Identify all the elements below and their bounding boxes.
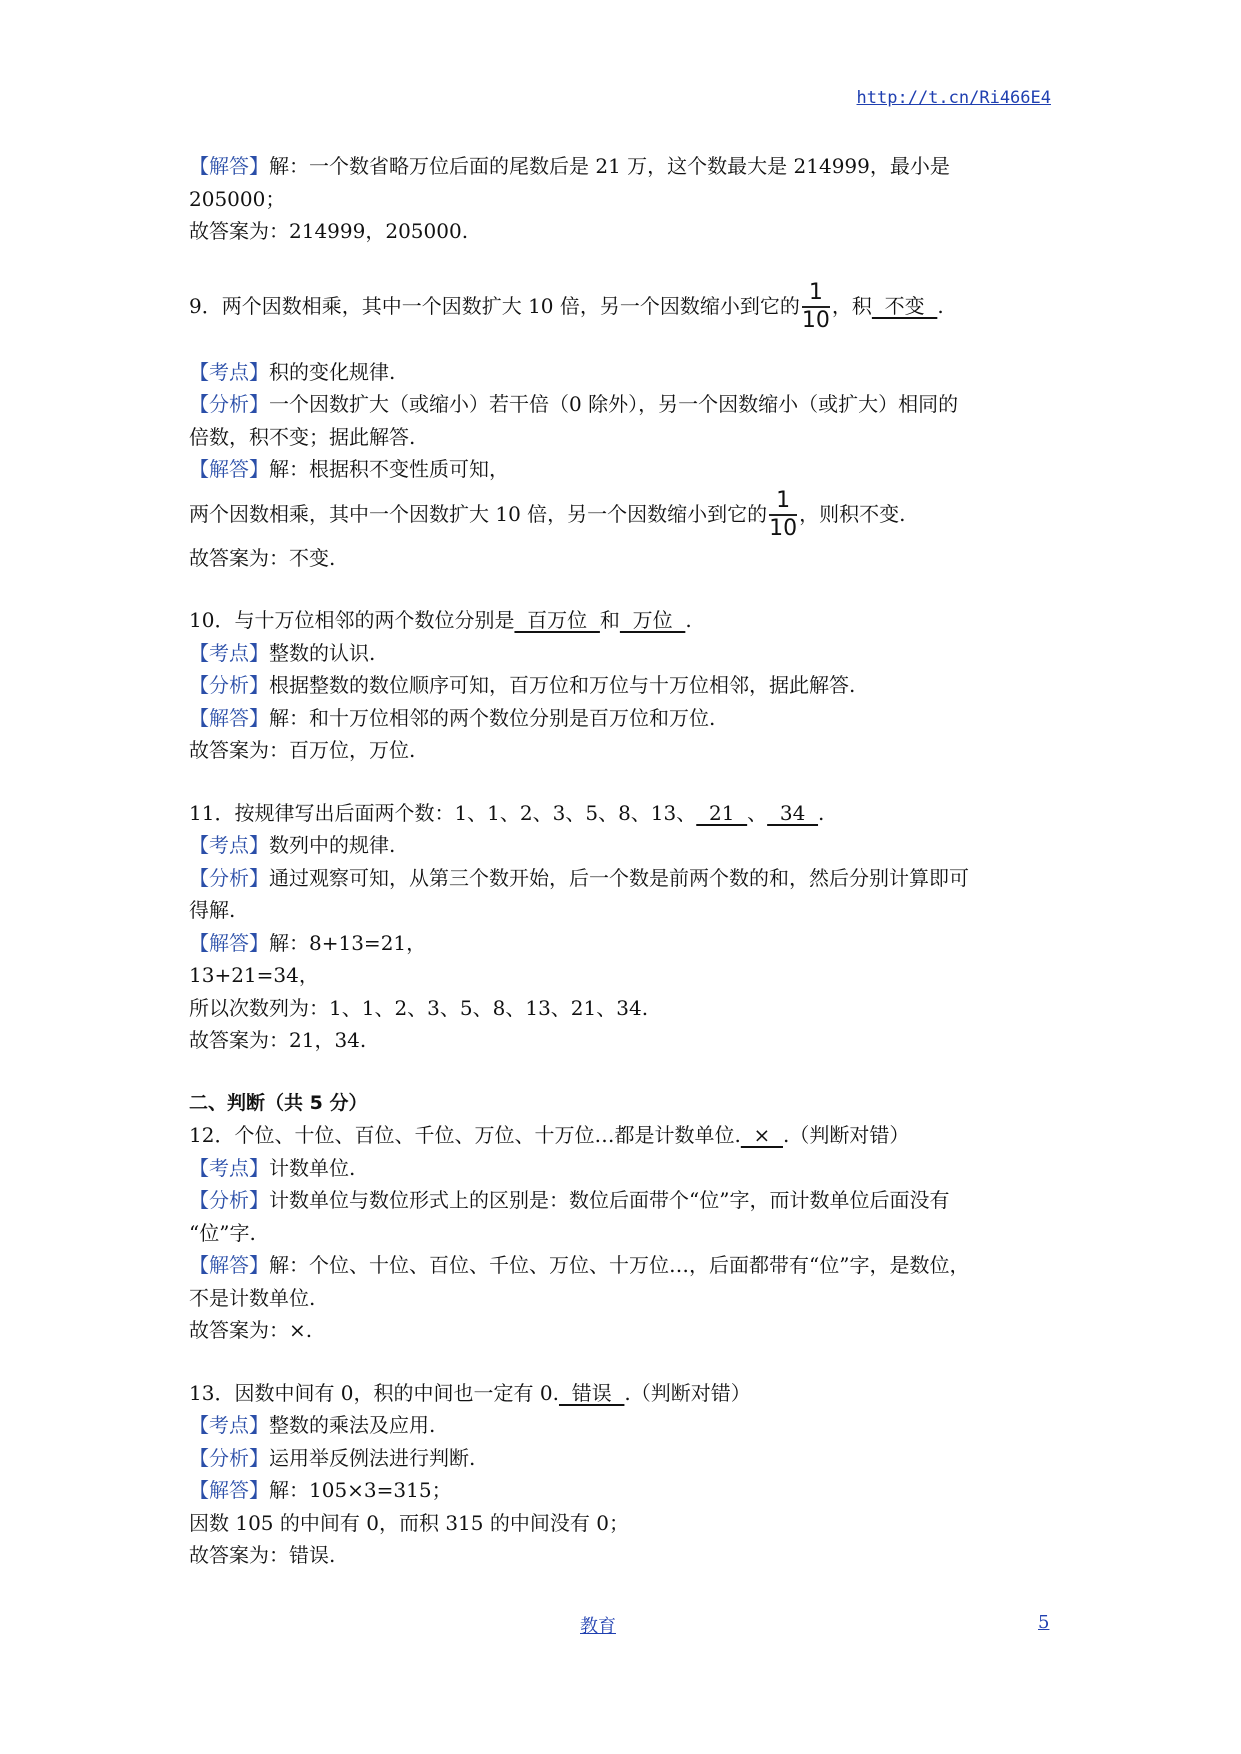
tag-kaodian: 【考点】 (189, 640, 269, 665)
fraction-numerator: 1 (808, 280, 823, 305)
q12-kaodian-line (189, 1152, 1069, 1185)
q12-stem-end: .（判断对错） (783, 1123, 910, 1147)
q13-jieda-1: 解：105×3=315； (269, 1478, 452, 1502)
q9-jieda-line (189, 453, 1069, 486)
q11-stem-a: 11．按规律写出后面两个数：1、1、2、3、5、8、13、 (189, 800, 697, 825)
q13-jieda-line (189, 1474, 1069, 1507)
q10-jieda: 解：和十万位相邻的两个数位分别是百万位和万位. (269, 705, 716, 730)
fraction-numerator: 1 (776, 488, 791, 513)
q11-kaodian-line (189, 829, 1069, 862)
tag-kaodian: 【考点】 (189, 359, 269, 384)
q12-answer: 故答案为：×. (189, 1318, 313, 1342)
spacer (189, 1347, 1069, 1377)
q11-answer-blank-1: 21 (696, 800, 748, 825)
tag-fenxi: 【分析】 (189, 392, 269, 416)
tag-jieda: 【解答】 (189, 1253, 269, 1277)
tag-jieda: 【解答】 (189, 930, 269, 955)
q10-jieda-line (189, 702, 1069, 735)
q9-answer-blank: 不变 (871, 293, 938, 318)
tag-fenxi: 【分析】 (189, 673, 269, 697)
q10-kaodian: 整数的认识. (269, 640, 376, 665)
tag-jieda: 【解答】 (189, 154, 269, 178)
q8-jieda-1: 解：一个数省略万位后面的尾数后是 21 万，这个数最大是 214999，最小是 (269, 154, 950, 178)
q13-kaodian-line (189, 1409, 1069, 1442)
q13-jieda-2: 因数 105 的中间有 0，而积 315 的中间没有 0； (189, 1510, 629, 1535)
q10-answer-blank-2: 万位 (619, 608, 686, 632)
q13-stem-a: 13．因数中间有 0，积的中间也一定有 0. (189, 1380, 559, 1405)
footer-link[interactable]: 教育 (580, 1616, 616, 1637)
q13-fenxi: 运用举反例法进行判断. (269, 1445, 476, 1470)
q12-answer-blank: × (740, 1123, 783, 1147)
q9-fenxi-1: 一个因数扩大（或缩小）若干倍（0 除外），另一个因数缩小（或扩大）相同的 (269, 392, 959, 416)
q13-stem (189, 1377, 1069, 1410)
q9-fenxi-line (189, 388, 1069, 421)
spacer (189, 1057, 1069, 1087)
q11-fenxi-2: 得解. (189, 898, 236, 922)
q12-stem (189, 1119, 1069, 1152)
q13-answer-blank: 错误 (558, 1380, 625, 1405)
q9-jieda-2-line (189, 486, 1069, 542)
q12-fenxi-2: “位”字. (189, 1220, 256, 1245)
spacer (189, 574, 1069, 604)
q11-stem-end: . (818, 800, 825, 825)
q11-answer: 故答案为：21，34. (189, 1028, 367, 1052)
q13-kaodian: 整数的乘法及应用. (269, 1413, 436, 1437)
q10-stem-b: 和 (599, 608, 620, 632)
q9-stem (189, 278, 1069, 334)
tag-jieda: 【解答】 (189, 457, 269, 481)
q11-fenxi-line (189, 862, 1069, 895)
q11-kaodian: 数列中的规律. (269, 833, 396, 857)
tag-kaodian: 【考点】 (189, 1413, 269, 1437)
q12-fenxi-line (189, 1184, 1069, 1217)
q9-jieda-1: 解：根据积不变性质可知， (269, 457, 509, 481)
q11-jieda-line (189, 927, 1069, 960)
q9-fenxi-2: 倍数，积不变；据此解答. (189, 424, 416, 449)
q12-jieda-line (189, 1249, 1069, 1282)
q11-jieda-3: 所以次数列为：1、1、2、3、5、8、13、21、34. (189, 995, 649, 1020)
q10-fenxi: 根据整数的数位顺序可知，百万位和万位与十万位相邻，据此解答. (269, 673, 856, 697)
q8-answer: 故答案为：214999，205000. (189, 219, 469, 243)
q8-jieda-2: 205000； (189, 186, 286, 211)
q11-stem (189, 797, 1069, 830)
page-content (189, 150, 1069, 1572)
tag-fenxi: 【分析】 (189, 1188, 269, 1212)
q13-answer: 故答案为：错误. (189, 1543, 336, 1567)
tag-kaodian: 【考点】 (189, 1155, 269, 1180)
q10-kaodian-line (189, 637, 1069, 670)
q11-jieda-1: 解：8+13=21， (269, 930, 427, 955)
q12-stem-a: 12．个位、十位、百位、千位、万位、十万位…都是计数单位. (189, 1123, 741, 1147)
q11-fenxi-1: 通过观察可知，从第三个数开始，后一个数是前两个数的和，然后分别计算即可 (269, 865, 969, 890)
q10-fenxi-line (189, 669, 1069, 702)
spacer (189, 334, 1069, 356)
q9-kaodian-line (189, 356, 1069, 389)
q13-fenxi-line (189, 1442, 1069, 1475)
spacer (189, 248, 1069, 278)
q13-stem-end: .（判断对错） (624, 1380, 751, 1405)
q9-stem-b: ，积 (831, 293, 872, 318)
q12-jieda-1: 解：个位、十位、百位、千位、万位、十万位…，后面都带有“位”字，是数位， (269, 1253, 970, 1277)
q10-stem-end: . (685, 608, 692, 632)
fraction-denominator: 10 (801, 308, 830, 333)
q11-answer-blank-2: 34 (767, 800, 819, 825)
q9-stem-end: . (937, 293, 944, 318)
header-link[interactable]: http://t.cn/Ri466E4 (856, 88, 1051, 108)
q9-jieda-fraction (769, 489, 797, 541)
spacer (189, 767, 1069, 797)
q10-stem (189, 604, 1069, 637)
q11-stem-b: 、 (747, 800, 768, 825)
q9-fraction (802, 281, 830, 333)
q12-kaodian: 计数单位. (269, 1155, 356, 1180)
q8-jieda-line (189, 150, 1069, 183)
tag-jieda: 【解答】 (189, 705, 269, 730)
tag-kaodian: 【考点】 (189, 833, 269, 857)
q9-stem-a: 9．两个因数相乘，其中一个因数扩大 10 倍，另一个因数缩小到它的 (189, 293, 800, 318)
q9-jieda-2a: 两个因数相乘，其中一个因数扩大 10 倍，另一个因数缩小到它的 (189, 501, 768, 526)
tag-fenxi: 【分析】 (189, 1445, 269, 1470)
q9-jieda-2b: ，则积不变. (799, 501, 906, 526)
tag-jieda: 【解答】 (189, 1478, 269, 1502)
section-title: 二、判断（共 5 分） (189, 1091, 368, 1114)
q9-answer: 故答案为：不变. (189, 545, 336, 570)
fraction-denominator: 10 (769, 516, 798, 541)
q10-answer: 故答案为：百万位，万位. (189, 738, 416, 762)
q10-stem-a: 10．与十万位相邻的两个数位分别是 (189, 608, 515, 632)
q9-kaodian: 积的变化规律. (269, 359, 396, 384)
q12-fenxi-1: 计数单位与数位形式上的区别是：数位后面带个“位”字，而计数单位后面没有 (269, 1188, 950, 1212)
q12-jieda-2: 不是计数单位. (189, 1285, 316, 1310)
tag-fenxi: 【分析】 (189, 865, 269, 890)
page-number[interactable]: 5 (1038, 1612, 1050, 1633)
q11-jieda-2: 13+21=34， (189, 963, 319, 987)
q10-answer-blank-1: 百万位 (514, 608, 600, 632)
